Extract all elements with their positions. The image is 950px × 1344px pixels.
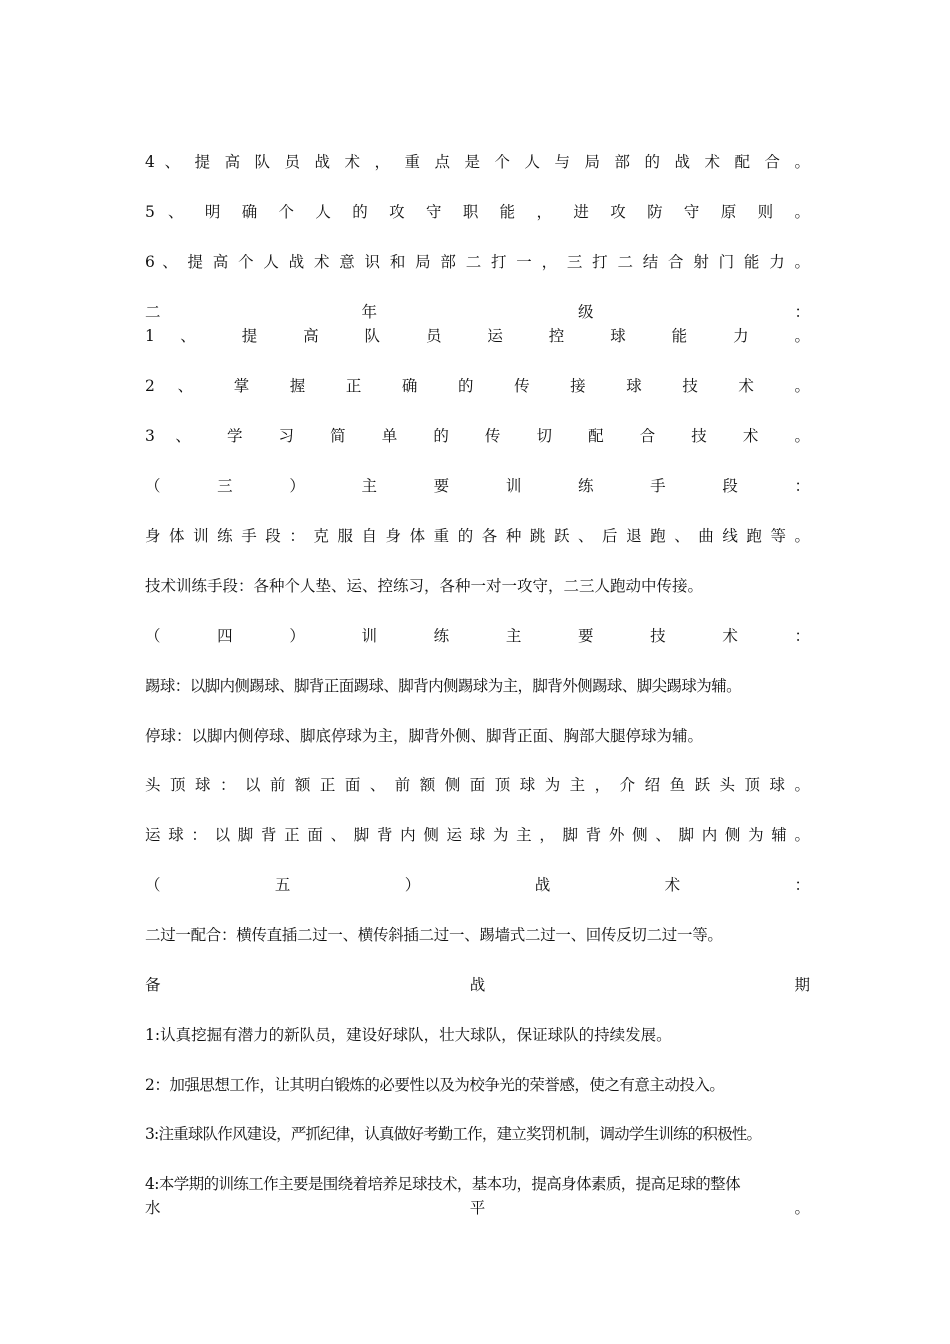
text-line: 踢球：以脚内侧踢球、脚背正面踢球、脚背内侧踢球为主，脚背外侧踢球、脚尖踢球为辅。	[145, 677, 742, 695]
text-line: 6 、 提 高 个 人 战 术 意 识 和 局 部 二 打 一 ， 三 打 二 结 合 射 门 能 力 。	[145, 253, 810, 271]
text-line: 二过一配合：横传直插二过一、横传斜插二过一、踢墙式二过一、回传反切二过一等。	[145, 926, 723, 944]
text-line: 2 、 掌 握 正 确 的 传 接 球 技 术 。	[145, 377, 810, 395]
text-line: 技术训练手段：各种个人垫、运、控练习，各种一对一攻守，二三人跑动中传接。	[145, 577, 704, 595]
section-heading: （ 五 ） 战 术 ：	[145, 876, 810, 894]
text-line: 水 平 。	[145, 1199, 810, 1217]
text-line: 二 年 级 ：	[145, 303, 810, 321]
text-line: 运 球 ： 以 脚 背 正 面 、 脚 背 内 侧 运 球 为 主 ， 脚 背 外 侧 、 脚 内 侧 为 辅 。	[145, 826, 810, 844]
text-line: 4 、 提 高 队 员 战 术 ， 重 点 是 个 人 与 局 部 的 战 术 配 合 。	[145, 153, 810, 171]
text-line: 2：加强思想工作，让其明白锻炼的必要性以及为校争光的荣誉感，使之有意主动投入。	[145, 1076, 725, 1094]
text-line: 身 体 训 练 手 段 ： 克 服 自 身 体 重 的 各 种 跳 跃 、 后 退 跑 、 曲 线 跑 等 。	[145, 527, 811, 545]
section-heading: （ 三 ） 主 要 训 练 手 段 ：	[145, 477, 810, 495]
text-line: 3 、 学 习 简 单 的 传 切 配 合 技 术 。	[145, 427, 810, 445]
text-line: 停球：以脚内侧停球、脚底停球为主，脚背外侧、脚背正面、胸部大腿停球为辅。	[145, 727, 704, 745]
text-line: 头 顶 球 ： 以 前 额 正 面 、 前 额 侧 面 顶 球 为 主 ， 介 绍 鱼 跃 头 顶 球 。	[145, 776, 810, 794]
text-line: 4:本学期的训练工作主要是围绕着培养足球技术，基本功，提高身体素质，提高足球的整体	[145, 1175, 740, 1193]
section-heading: 备 战 期	[145, 976, 810, 994]
text-line: 3:注重球队作风建设，严抓纪律，认真做好考勤工作，建立奖罚机制，调动学生训练的积极性。	[145, 1125, 762, 1143]
text-line: 5 、 明 确 个 人 的 攻 守 职 能 ， 进 攻 防 守 原 则 。	[145, 203, 810, 221]
section-heading: （ 四 ） 训 练 主 要 技 术 ：	[145, 627, 810, 645]
text-line: 1 、 提 高 队 员 运 控 球 能 力 。	[145, 327, 810, 345]
text-line: 1:认真挖掘有潜力的新队员，建设好球队，壮大球队，保证球队的持续发展。	[145, 1026, 672, 1044]
